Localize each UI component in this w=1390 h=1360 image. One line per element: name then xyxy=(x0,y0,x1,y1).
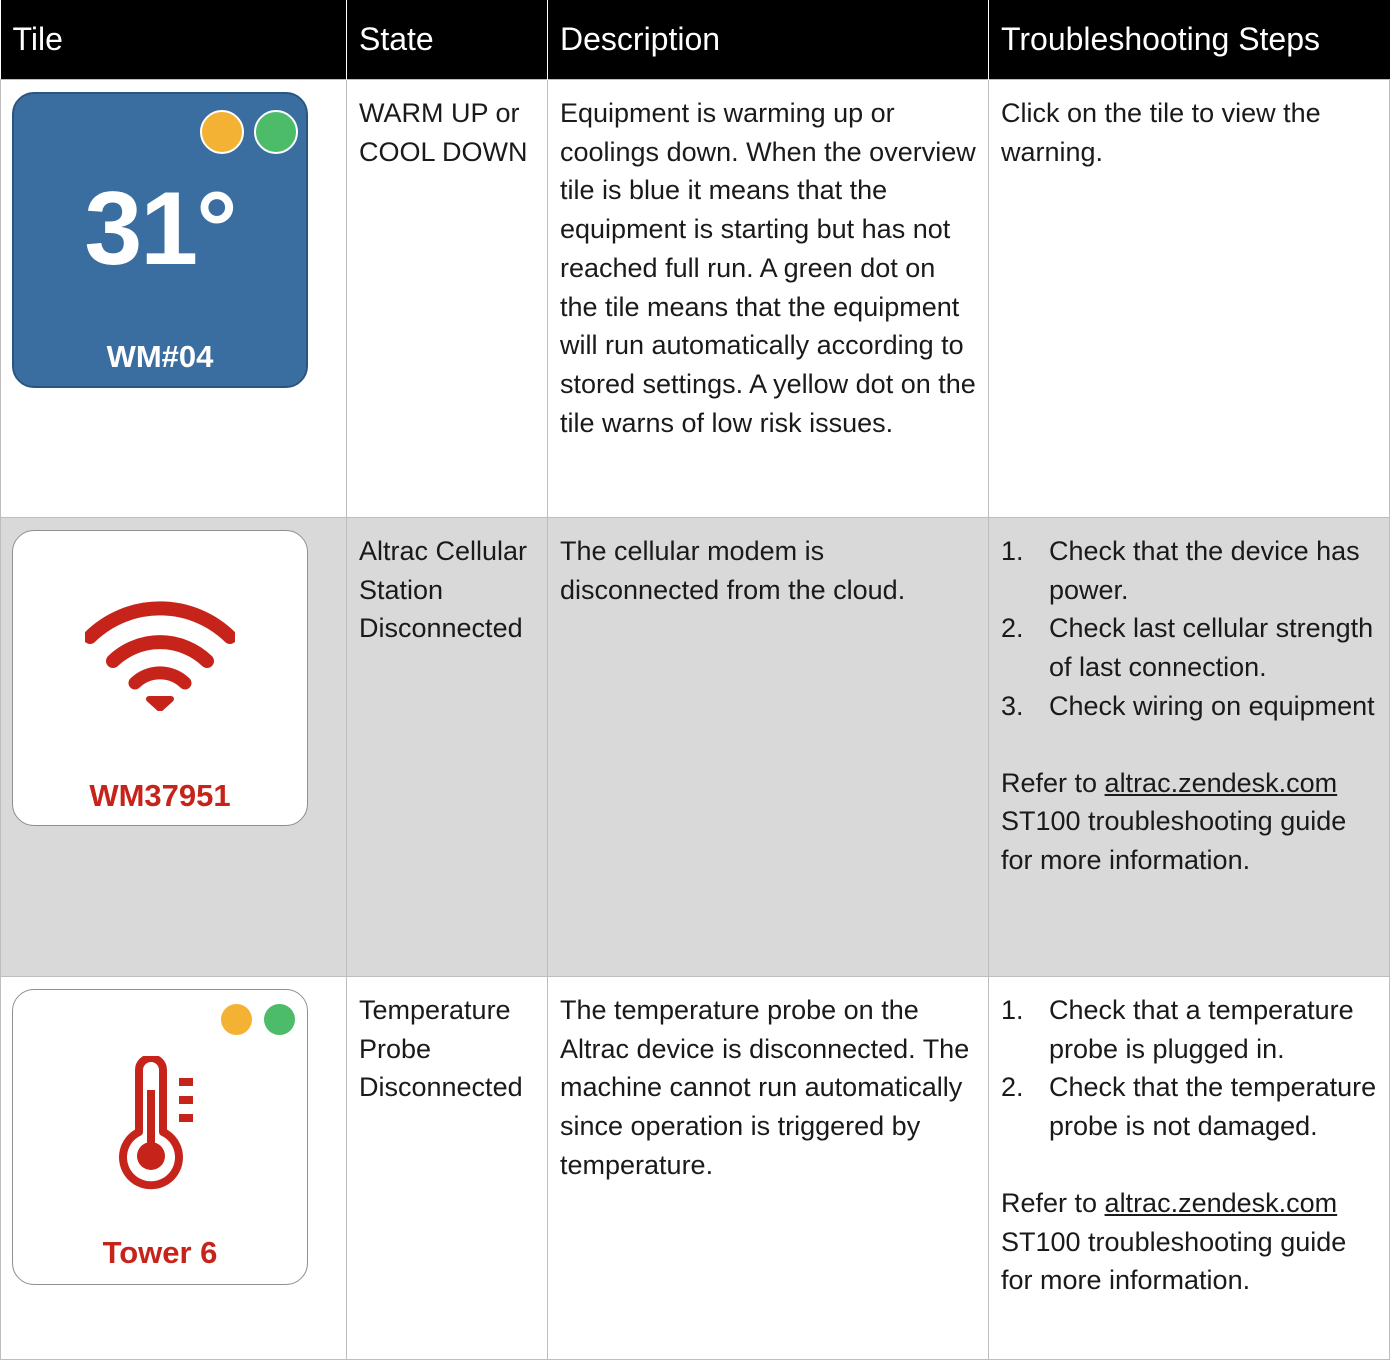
refer-suffix: ST100 troubleshooting guide for more information. xyxy=(1001,1226,1347,1296)
warmup-tile[interactable] xyxy=(12,92,308,388)
refer-note xyxy=(1001,1184,1377,1300)
tile-cell xyxy=(1,518,347,977)
header-tile: Tile xyxy=(1,0,347,80)
refer-note xyxy=(1001,764,1377,880)
green-status-dot xyxy=(264,1004,295,1035)
refer-prefix: Refer to xyxy=(1001,1187,1105,1218)
step-number: 2. xyxy=(1001,613,1024,644)
list-item xyxy=(1001,609,1377,686)
step-text: Check that the temperature probe is not damaged. xyxy=(1049,1072,1377,1142)
yellow-status-dot xyxy=(200,110,244,154)
header-troubleshooting: Troubleshooting Steps xyxy=(989,0,1390,80)
zendesk-link[interactable]: altrac.zendesk.com xyxy=(1104,767,1338,798)
tile-label: Tower 6 xyxy=(102,1235,218,1270)
thermometer-icon xyxy=(119,1056,209,1190)
tile-label: WM37951 xyxy=(89,778,231,813)
zendesk-link[interactable]: altrac.zendesk.com xyxy=(1104,1187,1338,1218)
list-item xyxy=(1001,532,1377,609)
list-item xyxy=(1001,1068,1377,1145)
troubleshooting-cell xyxy=(989,80,1390,518)
troubleshooting-steps xyxy=(1001,991,1377,1146)
troubleshooting-text: Click on the tile to view the warning. xyxy=(1001,98,1321,167)
troubleshooting-steps xyxy=(1001,532,1377,726)
step-text: Check that a temperature probe is plugged in. xyxy=(1049,995,1354,1064)
step-number: 2. xyxy=(1001,1072,1024,1103)
temperature-probe-tile[interactable] xyxy=(12,989,308,1285)
table-row xyxy=(1,518,1390,977)
state-cell: Temperature Probe Disconnected xyxy=(347,977,548,1360)
wifi-icon xyxy=(85,599,235,711)
tile-cell xyxy=(1,977,347,1360)
step-number: 3. xyxy=(1001,690,1024,721)
troubleshooting-cell xyxy=(989,518,1390,977)
list-item xyxy=(1001,991,1377,1068)
tile-cell xyxy=(1,80,347,518)
table-row xyxy=(1,977,1390,1360)
troubleshooting-cell xyxy=(989,977,1390,1360)
cellular-tile[interactable] xyxy=(12,530,308,826)
description-cell: The temperature probe on the Altrac device is disconnected. The machine cannot run automatically since operation is triggered by temperature. xyxy=(548,977,989,1360)
header-row xyxy=(1,0,1390,80)
description-cell: Equipment is warming up or coolings down. When the overview tile is blue it means that the equipment is starting but has not reached full run. A green dot on the tile means that the equipment will run automatically according to stored settings. A yellow dot on the tile warns of low risk issues. xyxy=(548,80,989,518)
step-text: Check wiring on equipment xyxy=(1049,690,1375,721)
table-row xyxy=(1,80,1390,518)
header-description: Description xyxy=(548,0,989,80)
temperature-value: 31° xyxy=(84,171,236,287)
state-cell: Altrac Cellular Station Disconnected xyxy=(347,518,548,977)
refer-prefix: Refer to xyxy=(1001,767,1105,798)
header-state: State xyxy=(347,0,548,80)
yellow-status-dot xyxy=(221,1004,252,1035)
refer-suffix: ST100 troubleshooting guide for more information. xyxy=(1001,806,1347,875)
step-text: Check last cellular strength of last connection. xyxy=(1049,613,1374,683)
description-cell: The cellular modem is disconnected from the cloud. xyxy=(548,518,989,977)
tile-label: WM#04 xyxy=(106,339,214,374)
green-status-dot xyxy=(254,110,298,154)
step-text: Check that the device has power. xyxy=(1049,536,1360,605)
step-number: 1. xyxy=(1001,995,1024,1025)
step-number: 1. xyxy=(1001,536,1024,566)
list-item xyxy=(1001,687,1377,726)
state-cell: WARM UP or COOL DOWN xyxy=(347,80,548,518)
